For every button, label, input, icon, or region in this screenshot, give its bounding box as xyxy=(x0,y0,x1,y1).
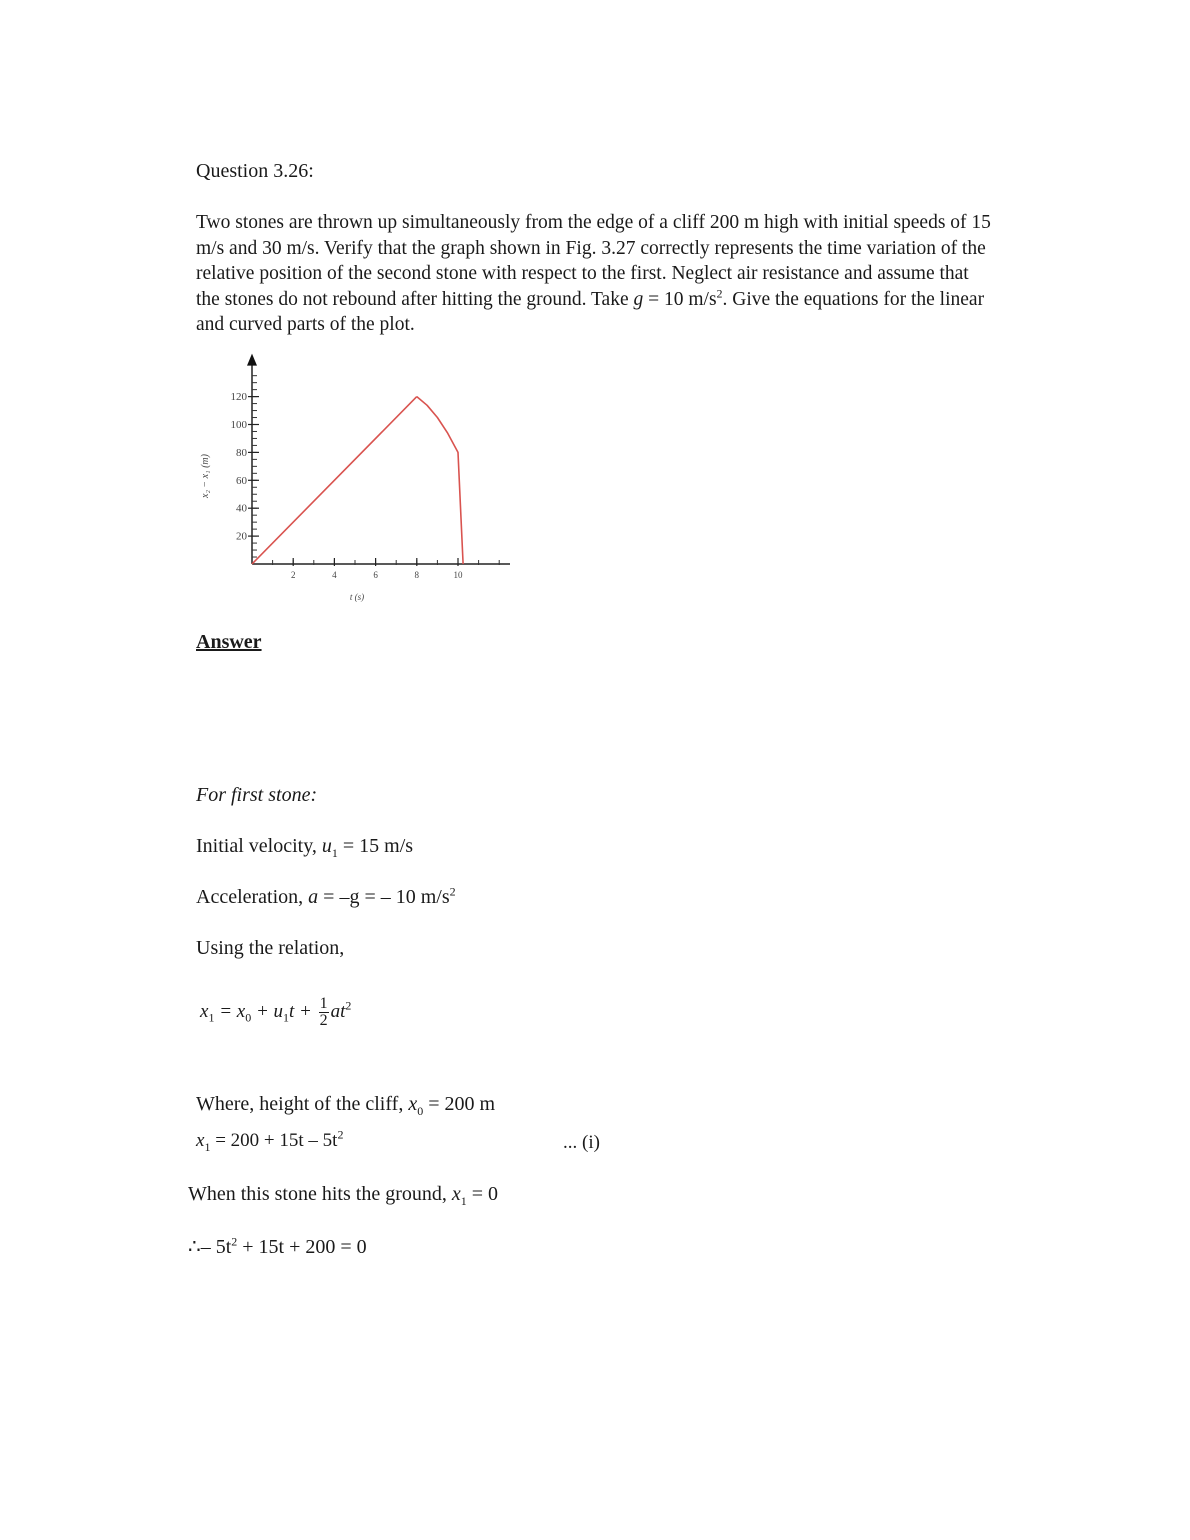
initial-velocity-line xyxy=(196,835,413,858)
equation-i-reference: ... (i) xyxy=(563,1132,600,1153)
x-tick-label: 6 xyxy=(373,570,378,580)
acceleration-line xyxy=(196,886,456,909)
cliff-height-label: Where, height of the cliff, xyxy=(196,1093,409,1115)
equation-i xyxy=(196,1127,344,1154)
g-exponent: 2 xyxy=(716,286,723,300)
acceleration-exponent: 2 xyxy=(449,884,456,899)
linear-part-line xyxy=(252,397,417,564)
a-symbol: a xyxy=(308,886,319,908)
u1-symbol: u xyxy=(321,835,332,857)
y-tick-label: 120 xyxy=(230,391,247,404)
eq-x1-sub: 1 xyxy=(208,1010,215,1025)
eq-x0: = x xyxy=(214,1000,246,1022)
eq-u: + u xyxy=(251,1000,284,1022)
quadratic-exponent: 2 xyxy=(231,1234,238,1249)
eq-u-sub: 1 xyxy=(283,1010,290,1025)
acceleration-label: Acceleration, xyxy=(196,886,309,908)
eq1-exponent: 2 xyxy=(337,1127,344,1142)
x-tick-label: 4 xyxy=(332,570,337,580)
answer-heading: Answer xyxy=(196,631,262,653)
first-stone-label: For first stone: xyxy=(196,784,318,806)
question-body xyxy=(196,210,996,338)
eq-x1: x xyxy=(200,1000,209,1022)
eq-at-exponent: 2 xyxy=(345,998,352,1013)
y-tick-label: 60 xyxy=(236,474,247,487)
ground-x1: x xyxy=(451,1183,461,1205)
initial-velocity-value: = 15 m/s xyxy=(337,835,414,857)
x-tick-label: 2 xyxy=(290,570,296,580)
u1-subscript: 1 xyxy=(331,846,338,860)
half-fraction xyxy=(319,996,329,1029)
chart-axes xyxy=(247,354,510,569)
g-value: = 10 m/s xyxy=(643,288,717,310)
acceleration-value: = –g = – 10 m/s xyxy=(318,886,450,908)
relative-position-chart xyxy=(190,352,510,614)
x0-subscript: 0 xyxy=(417,1104,424,1118)
fraction-numerator: 1 xyxy=(319,995,328,1012)
ground-value: = 0 xyxy=(466,1183,499,1205)
initial-velocity-label: Initial velocity, xyxy=(196,835,322,857)
y-tick-label: 20 xyxy=(236,530,247,543)
g-symbol: g xyxy=(633,288,644,310)
question-text-end: . Give the equations for the linear and curved parts of the plot. xyxy=(196,288,985,335)
chart-series xyxy=(252,397,463,564)
eq1-x1-sub: 1 xyxy=(204,1139,211,1154)
relation-text: Using the relation, xyxy=(196,937,345,959)
quadratic-lhs: ∴– 5t xyxy=(188,1236,232,1258)
x-tick-label: 10 xyxy=(453,570,463,580)
y-tick-label: 40 xyxy=(236,502,247,515)
x-tick-label: 8 xyxy=(414,570,420,580)
y-tick-label: 100 xyxy=(230,419,247,431)
fraction-denominator: 2 xyxy=(319,1012,328,1029)
question-title: Question 3.26: xyxy=(196,160,314,182)
eq-x0-sub: 0 xyxy=(245,1010,252,1025)
y-axis-arrow xyxy=(247,354,257,366)
ground-condition-line xyxy=(188,1183,498,1206)
eq1-rhs: = 200 + 15t – 5t xyxy=(210,1130,338,1151)
curved-part-line xyxy=(417,397,463,564)
y-tick-label: 80 xyxy=(236,446,247,459)
cliff-height-line xyxy=(196,1093,495,1116)
x-axis-label: t (s) xyxy=(349,592,365,602)
y-axis-label: x₂ − x₁ (m) xyxy=(200,454,211,498)
quadratic-rhs: + 15t + 200 = 0 xyxy=(237,1236,367,1258)
eq1-x1: x xyxy=(196,1130,205,1151)
ground-x1-sub: 1 xyxy=(460,1194,467,1208)
ground-condition-text: When this stone hits the ground, xyxy=(188,1183,452,1205)
eq-t: t + xyxy=(289,1000,317,1022)
kinematic-equation xyxy=(200,996,351,1029)
eq-at: at xyxy=(330,1000,346,1022)
question-text: Two stones are thrown up simultaneously from the edge of a cliff 200 m high with initial speeds of 15 m/s and 30 m/s. Verify that the graph shown in Fig. 3.27 correctly represents the time variation of the relative position of the second stone with respect to the first. Neglect air resistance and assume that the stones do not rebound after hitting the ground. Take xyxy=(196,212,991,310)
quadratic-equation xyxy=(188,1234,367,1259)
x0-symbol: x xyxy=(408,1093,418,1115)
cliff-height-value: = 200 m xyxy=(423,1093,496,1115)
